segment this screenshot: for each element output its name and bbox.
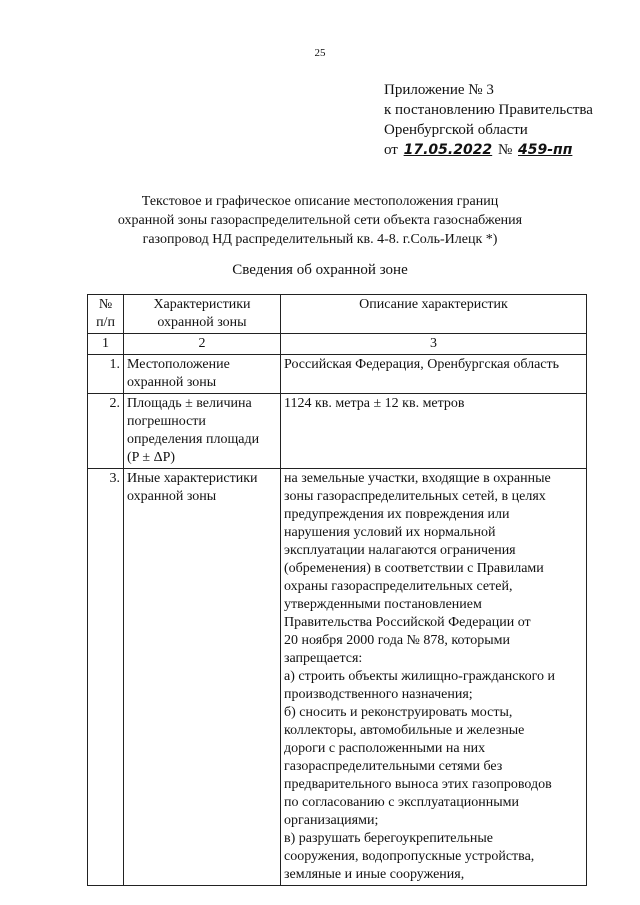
table-row [88, 469, 587, 886]
cell-line: охранной зоны [127, 489, 217, 504]
appendix-region: Оренбургской области [384, 122, 528, 138]
cell-line: б) сносить и реконструировать мосты, [284, 705, 513, 720]
header-line: п/п [96, 315, 115, 330]
header-line: Характеристики [153, 297, 251, 312]
document-heading [100, 192, 540, 249]
cell-line: охранной зоны [127, 375, 217, 390]
index-cell: 3 [281, 334, 587, 355]
cell-line: по согласованию с эксплуатационными [284, 795, 519, 810]
table-row [88, 394, 587, 469]
cell-line: определения площади [127, 432, 260, 447]
appendix-date-line [384, 140, 593, 160]
resolution-date: 17.05.2022 [403, 142, 493, 158]
row-description [281, 355, 587, 394]
cell-line: Площадь ± величина [127, 396, 252, 411]
row-description [281, 469, 587, 886]
row-characteristic [124, 469, 281, 886]
row-characteristic [124, 394, 281, 469]
row-number: 2. [88, 394, 124, 469]
cell-line: зоны газораспределительных сетей, в целях [284, 489, 546, 504]
cell-line: охраны газораспределительных сетей, [284, 579, 513, 594]
heading-line: газопровод НД распределительный кв. 4-8. г.Соль-Илецк *) [142, 232, 498, 247]
page-number: 25 [314, 47, 326, 59]
cell-line: предупреждения их повреждения или [284, 507, 510, 522]
table-index-row [88, 334, 587, 355]
header-characteristic [124, 295, 281, 334]
row-characteristic [124, 355, 281, 394]
appendix-title: Приложение № 3 [384, 82, 494, 98]
appendix-resolution: к постановлению Правительства [384, 102, 593, 118]
table-header-row [88, 295, 587, 334]
cell-line: утвержденными постановлением [284, 597, 482, 612]
row-number: 1. [88, 355, 124, 394]
row-number: 3. [88, 469, 124, 886]
header-line: № [98, 297, 113, 312]
date-prefix: от [384, 142, 398, 158]
heading-line: охранной зоны газораспределительной сети объекта газоснабжения [117, 213, 523, 228]
index-cell: 2 [124, 334, 281, 355]
section-title: Сведения об охранной зоне [232, 262, 408, 278]
cell-line: дороги с расположенными на них [284, 741, 486, 756]
zone-info-table [87, 294, 587, 886]
appendix-block [384, 80, 593, 160]
cell-line: на земельные участки, входящие в охранные [284, 471, 551, 486]
number-prefix: № [497, 142, 513, 158]
index-cell: 1 [88, 334, 124, 355]
cell-line: 1124 кв. метра ± 12 кв. метров [284, 396, 465, 411]
cell-line: коллекторы, автомобильные и железные [284, 723, 525, 738]
header-number [88, 295, 124, 334]
cell-line: производственного назначения; [284, 687, 473, 702]
heading-line: Текстовое и графическое описание местоположения границ [141, 194, 499, 209]
cell-line: Местоположение [127, 357, 230, 372]
cell-line: а) строить объекты жилищно-гражданского и [284, 669, 555, 684]
cell-line: Иные характеристики [127, 471, 258, 486]
cell-line: 20 ноября 2000 года № 878, которыми [284, 633, 511, 648]
row-description [281, 394, 587, 469]
cell-line: Правительства Российской Федерации от [284, 615, 531, 630]
cell-line: в) разрушать берегоукрепительные [284, 831, 494, 846]
table-row [88, 355, 587, 394]
header-line: Описание характеристик [359, 297, 508, 312]
cell-line: газораспределительными сетями без [284, 759, 503, 774]
cell-line: Российская Федерация, Оренбургская область [284, 357, 560, 372]
cell-line: (P ± ΔP) [127, 450, 176, 465]
resolution-number: 459-пп [518, 142, 573, 158]
cell-line: погрешности [127, 414, 206, 429]
cell-line: нарушения условий их нормальной [284, 525, 496, 540]
cell-line: земляные и иные сооружения, [284, 867, 465, 882]
header-description [281, 295, 587, 334]
cell-line: эксплуатации налагаются ограничения [284, 543, 516, 558]
cell-line: организациями; [284, 813, 379, 828]
cell-line: сооружения, водопропускные устройства, [284, 849, 535, 864]
cell-line: предварительного выноса этих газопроводов [284, 777, 552, 792]
cell-line: (обременения) в соответствии с Правилами [284, 561, 544, 576]
header-line: охранной зоны [157, 315, 247, 330]
cell-line: запрещается: [284, 651, 363, 666]
